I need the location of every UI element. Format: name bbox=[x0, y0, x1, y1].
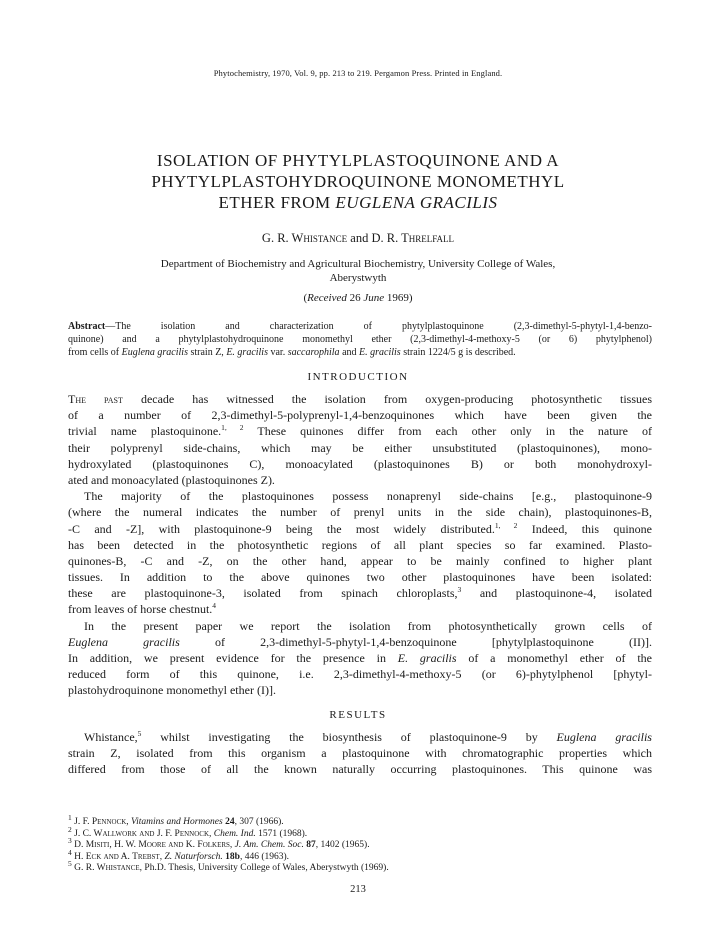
intro-line: has been detected in the photosynthetic regions of all plant species so far examined. Plasto- bbox=[68, 537, 652, 552]
section-heading-introduction: INTRODUCTION bbox=[307, 371, 409, 383]
footnote-3 bbox=[68, 836, 652, 852]
received-date bbox=[0, 292, 716, 304]
abstract-organism: saccarophila bbox=[287, 347, 340, 358]
intro-line bbox=[68, 391, 652, 407]
footnote-rest: , 446 (1963). bbox=[239, 851, 290, 862]
authors-and: and bbox=[347, 231, 372, 245]
footnote-sep: , bbox=[229, 840, 235, 851]
footnote-author: H. Eck and A. Trebst bbox=[74, 851, 160, 862]
intro-line: (where the numeral indicates the number of prenyl units in the side chain), plastoquinones-B, bbox=[68, 505, 652, 520]
abstract-line-3 bbox=[68, 346, 652, 359]
affiliation-line-2: Aberystwyth bbox=[329, 272, 387, 284]
footnote-number: 5 bbox=[68, 859, 72, 869]
results-line: differed from those of all the known naturally occurring plastoquinones. This quinone was bbox=[68, 762, 652, 777]
footnote-journal: Chem. Ind. bbox=[213, 828, 256, 839]
footnote-1 bbox=[68, 812, 652, 829]
abstract-organism: Euglena gracilis bbox=[121, 347, 188, 358]
received-month: June bbox=[363, 292, 385, 304]
intro-line: quinones-B, -C and -Z, on the other hand, appear to be mainly confined to higher plant bbox=[68, 553, 652, 568]
footnote-sep: , bbox=[209, 828, 214, 839]
intro-seg: and plastoquinone-4, isolated bbox=[461, 586, 652, 601]
running-head: Phytochemistry, 1970, Vol. 9, pp. 213 to 219. Pergamon Press. Printed in England. bbox=[213, 68, 503, 78]
intro-line bbox=[68, 601, 652, 617]
footnote-sep: , bbox=[126, 817, 132, 827]
footnote-2 bbox=[68, 824, 652, 841]
footnote-author: G. R. Whistance bbox=[74, 863, 140, 874]
intro-seg: In addition, we present evidence for the presence in bbox=[68, 651, 398, 665]
received-year: 1969 bbox=[384, 292, 409, 304]
received-close: ) bbox=[408, 292, 413, 304]
footnote-author: D. Misiti, H. W. Moore and K. Folkers bbox=[74, 840, 230, 851]
intro-line: plastohydroquinone monomethyl ether (I)]. bbox=[68, 683, 276, 698]
footnote-rest: , 1402 (1965). bbox=[315, 840, 370, 851]
page-number: 213 bbox=[350, 884, 366, 895]
footnote-rest: , Ph.D. Thesis, University College of Wales, Aberystwyth (1969). bbox=[139, 863, 389, 874]
abstract-text-1: —The isolation and characterization of phytylplastoquinone (2,3-dimethyl-5-phytyl-1,4-benzo- bbox=[105, 321, 652, 332]
abstract-seg: from cells of bbox=[68, 347, 122, 358]
citation-ref: 3 bbox=[457, 585, 462, 595]
abstract-line-1 bbox=[68, 320, 652, 333]
article-title bbox=[90, 150, 626, 213]
results-seg: whilst investigating the biosynthesis of plastoquinone-9 by bbox=[141, 730, 557, 744]
title-line-2: PHYTYLPLASTOHYDROQUINONE MONOMETHYL bbox=[151, 172, 565, 191]
footnote-5 bbox=[68, 859, 652, 875]
intro-seg: -C and -Z], with plastoquinone-9 being the most widely distributed. bbox=[68, 521, 495, 536]
abstract-seg: strain 1224/5 g is described. bbox=[400, 347, 516, 358]
abstract-seg: strain Z, bbox=[187, 347, 227, 358]
footnote-number: 2 bbox=[68, 824, 72, 834]
abstract-seg: and bbox=[339, 347, 360, 358]
intro-seg: trivial name plastoquinone. bbox=[68, 424, 222, 439]
introduction-body bbox=[68, 391, 652, 699]
results-organism: Euglena gracilis bbox=[556, 730, 652, 744]
intro-organism: Euglena gracilis bbox=[68, 634, 180, 649]
title-organism: EUGLENA GRACILIS bbox=[335, 193, 498, 212]
abstract-organism: E. gracilis bbox=[226, 347, 268, 358]
intro-lead: The past bbox=[68, 392, 123, 406]
footnote-volume: 87 bbox=[306, 840, 316, 851]
intro-line bbox=[68, 585, 652, 601]
intro-seg: these are plastoquinone-3, isolated from spinach chloroplasts, bbox=[68, 586, 458, 601]
title-line-3-roman: ETHER FROM bbox=[218, 193, 336, 212]
intro-organism: E. gracilis bbox=[397, 651, 457, 665]
intro-line bbox=[68, 634, 652, 650]
authors bbox=[0, 231, 716, 246]
intro-seg: from leaves of horse chestnut. bbox=[68, 602, 213, 617]
intro-line: of a number of 2,3-dimethyl-5-polyprenyl-1,4-benzoquinones which have been given the bbox=[68, 408, 652, 423]
footnote-journal: Z. Naturforsch. bbox=[164, 851, 223, 862]
results-line: strain Z, isolated from this organism a plastoquinone with chromatographic properties which bbox=[68, 746, 652, 761]
intro-line: ated and monoacylated (plastoquinones Z). bbox=[68, 472, 275, 487]
intro-seg: These quinones differ from each other only in the nature of bbox=[243, 424, 652, 439]
footnote-4 bbox=[68, 847, 652, 864]
received-label: Received bbox=[307, 292, 347, 304]
abstract-organism: E. gracilis bbox=[359, 347, 401, 358]
author-1: G. R. Whistance bbox=[261, 231, 348, 245]
footnote-journal: Vitamins and Hormones bbox=[131, 817, 223, 827]
intro-line bbox=[68, 521, 652, 537]
title-line-1: ISOLATION OF PHYTYLPLASTOQUINONE AND A bbox=[156, 151, 560, 170]
footnote-rest: , 307 (1966). bbox=[234, 817, 284, 827]
footnote-number: 4 bbox=[68, 847, 72, 857]
footnote-journal: J. Am. Chem. Soc. bbox=[234, 840, 304, 851]
footnote-rest: 1571 (1968). bbox=[255, 828, 308, 839]
intro-seg: decade has witnessed the isolation from oxygen-producing photosynthetic tissues bbox=[122, 392, 652, 406]
affiliation bbox=[130, 257, 586, 285]
intro-line: tissues. In addition to the above quinones two other plastoquinones have been isolated: bbox=[68, 570, 652, 585]
abstract-label: Abstract bbox=[68, 321, 106, 332]
intro-line: The majority of the plastoquinones possess nonaprenyl side-chains [e.g., plastoquinone-9 bbox=[84, 489, 652, 504]
intro-seg: of a monomethyl ether of the bbox=[456, 651, 652, 665]
citation-ref: 1, 2 bbox=[221, 423, 244, 433]
intro-line: reduced form of this quinone, i.e. 2,3-dimethyl-4-methoxy-5 (or 6)-phytylphenol [phytyl- bbox=[68, 667, 652, 682]
intro-line bbox=[68, 650, 652, 666]
footnote-number: 1 bbox=[68, 812, 72, 822]
intro-line bbox=[68, 423, 652, 439]
footnote-volume: 24 bbox=[225, 817, 235, 827]
abstract-line-2: quinone) and a phytylplastohydroquinone monomethyl ether (2,3-dimethyl-4-methoxy-5 (or 6) phytylphenol) bbox=[68, 334, 652, 345]
footnotes bbox=[68, 812, 652, 875]
intro-seg: of 2,3-dimethyl-5-phytyl-1,4-benzoquinone [phytylplastoquinone (II)]. bbox=[179, 634, 652, 649]
author-2: D. R. Threlfall bbox=[371, 231, 455, 245]
footnote-number: 3 bbox=[68, 836, 72, 846]
citation-ref: 5 bbox=[137, 729, 142, 738]
results-line bbox=[68, 729, 652, 745]
intro-line: hydroxylated (plastoquinones C), monoacylated (plastoquinones B) or both monohydroxyl- bbox=[68, 456, 652, 471]
citation-ref: 4 bbox=[212, 601, 217, 611]
footnote-volume: 18b bbox=[225, 851, 240, 862]
section-heading-results: RESULTS bbox=[329, 709, 387, 721]
abstract-seg: var. bbox=[267, 347, 288, 358]
intro-line: In the present paper we report the isolation from photosynthetically grown cells of bbox=[84, 618, 652, 633]
results-seg: Whistance, bbox=[84, 730, 138, 744]
received-open: ( bbox=[303, 292, 308, 304]
title-line-3 bbox=[90, 192, 626, 213]
affiliation-line-1: Department of Biochemistry and Agricultural Biochemistry, University College of Wales, bbox=[160, 258, 556, 270]
received-day: 26 bbox=[346, 292, 364, 304]
intro-line: their polyprenyl side-chains, which may be either unsubstituted (plastoquinones), mono- bbox=[68, 440, 652, 455]
results-body bbox=[68, 729, 652, 778]
abstract bbox=[68, 320, 652, 359]
intro-seg: Indeed, this quinone bbox=[517, 521, 653, 536]
footnote-author: J. F. Pennock bbox=[74, 817, 127, 827]
footnote-sep: , bbox=[159, 851, 165, 862]
citation-ref: 1, 2 bbox=[494, 520, 518, 530]
footnote-author: J. C. Wallwork and J. F. Pennock bbox=[74, 828, 210, 839]
